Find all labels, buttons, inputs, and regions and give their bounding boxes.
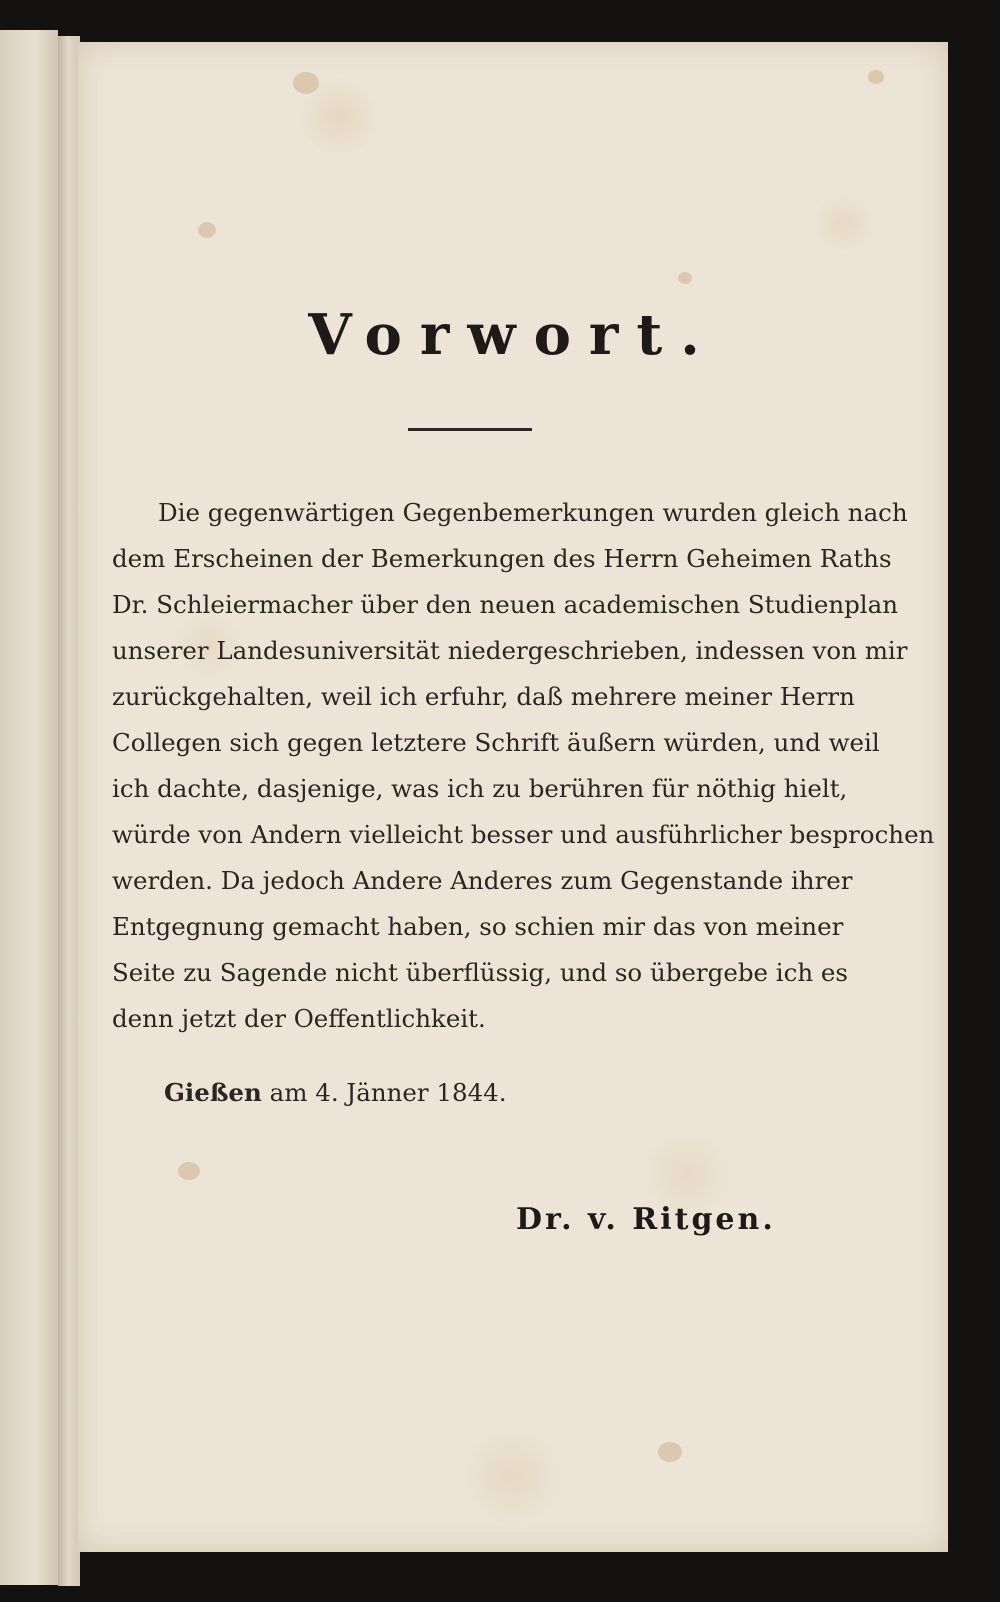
- paper-stain: [678, 272, 692, 284]
- text-line: Collegen sich gegen letztere Schrift äußern würden, und weil: [112, 728, 880, 757]
- facing-page-edge: [0, 30, 58, 1585]
- book-gutter: [58, 36, 80, 1586]
- text-line: ich dachte, dasjenige, was ich zu berühren für nöthig hielt,: [112, 774, 848, 803]
- paper-stain: [868, 70, 884, 84]
- page-title: Vorwort.: [308, 302, 718, 368]
- dateline-date: am 4. Jänner 1844.: [269, 1078, 507, 1107]
- text-line: würde von Andern vielleicht besser und ausführlicher besprochen: [112, 820, 935, 849]
- text-line: Die gegenwärtigen Gegenbemerkungen wurden gleich nach: [158, 498, 908, 527]
- text-line: zurückgehalten, weil ich erfuhr, daß mehrere meiner Herrn: [112, 682, 855, 711]
- text-line: unserer Landesuniversität niedergeschrieben, indessen von mir: [112, 636, 908, 665]
- text-line: Entgegnung gemacht haben, so schien mir das von meiner: [112, 912, 844, 941]
- title-divider: [408, 428, 532, 431]
- dateline: [164, 1078, 507, 1107]
- paper-stain: [198, 222, 216, 238]
- text-line: Dr. Schleiermacher über den neuen academischen Studienplan: [112, 590, 899, 619]
- page: [78, 42, 948, 1552]
- preface-text: [112, 490, 935, 1042]
- paper-stain: [658, 1442, 682, 1462]
- author-signature: Dr. v. Ritgen.: [516, 1202, 776, 1237]
- text-line: werden. Da jedoch Andere Anderes zum Gegenstande ihrer: [112, 866, 853, 895]
- text-line: denn jetzt der Oeffentlichkeit.: [112, 1004, 486, 1033]
- dateline-place: Gießen: [164, 1078, 262, 1107]
- paper-stain: [178, 1162, 200, 1180]
- paper-stain: [293, 72, 319, 94]
- text-line: Seite zu Sagende nicht überflüssig, und so übergebe ich es: [112, 958, 848, 987]
- text-line: dem Erscheinen der Bemerkungen des Herrn Geheimen Raths: [112, 544, 892, 573]
